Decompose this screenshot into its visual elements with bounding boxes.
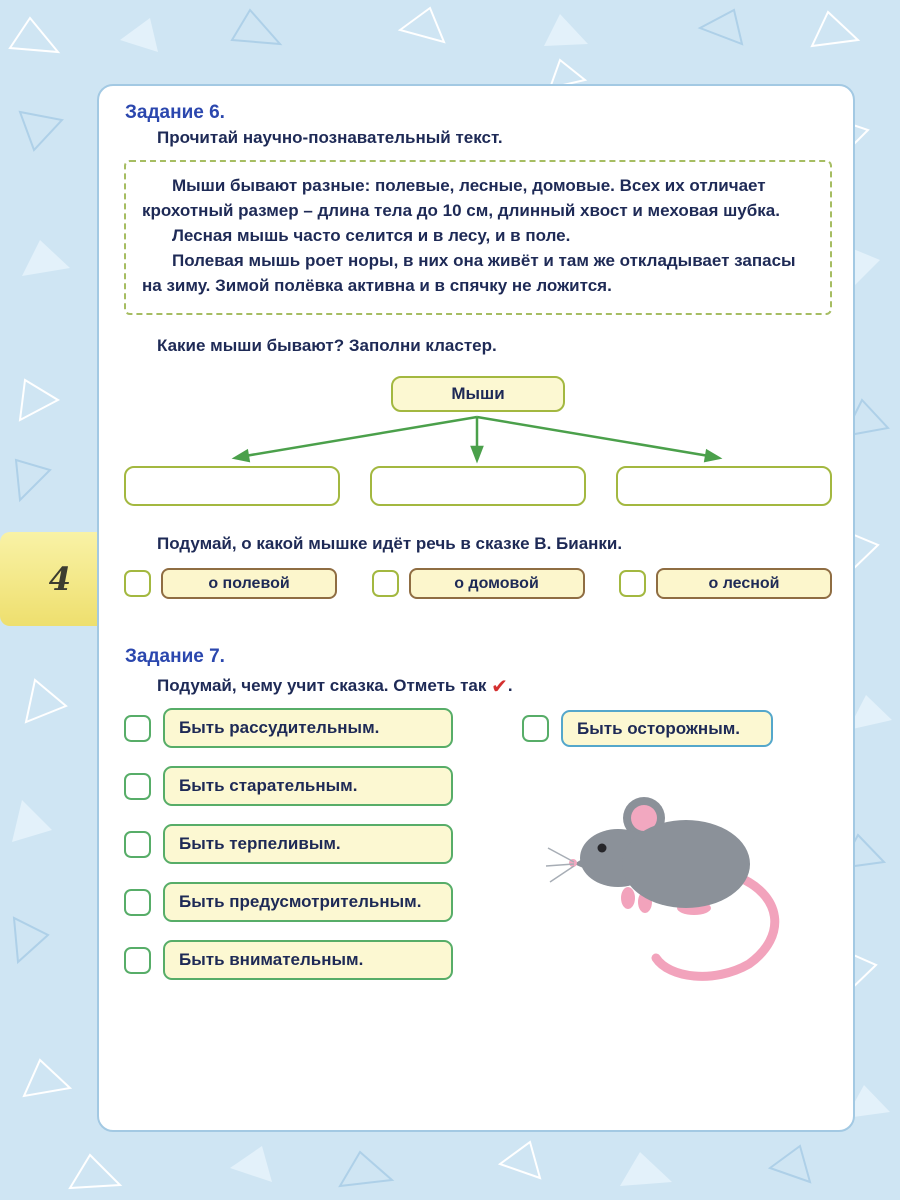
reading-paragraph: Мыши бывают разные: полевые, лесные, домовые. Всех их отличает крохотный размер – длина тела до 10 см, длинный хвост и меховая шубка. [142, 176, 780, 220]
reading-paragraph: Полевая мышь роет норы, в них она живёт и там же откладывает запасы на зиму. Зимой полёвка активна и в спячку не ложится. [142, 250, 796, 295]
cluster-root-box: Мыши [391, 376, 565, 412]
mouse-front-paw [621, 887, 635, 909]
checkbox-predusmotritelnym[interactable] [124, 889, 151, 916]
option-label-vnimatelnym: Быть внимательным. [163, 940, 453, 980]
task7-title: Задание 7. [125, 646, 225, 667]
checkbox-vnimatelnym[interactable] [124, 947, 151, 974]
red-check-icon: ✔ [491, 676, 508, 698]
cluster-arrows [123, 414, 834, 464]
option-label-o-domovoy: о домовой [409, 568, 585, 599]
mouse-eye [598, 844, 607, 853]
mouse-illustration [544, 786, 824, 986]
checkbox-terpelivym[interactable] [124, 831, 151, 858]
task6-option-polevoy [124, 568, 337, 599]
option-label-o-lesnoy: о лесной [656, 568, 832, 599]
reading-text-box [124, 160, 832, 315]
task6-option-lesnoy [619, 568, 832, 599]
reading-paragraph: Лесная мышь часто селится и в лесу, и в поле. [172, 225, 571, 245]
task7-instruction [157, 674, 513, 699]
page-number-tab [0, 532, 99, 626]
task7-instruction-period: . [507, 676, 513, 695]
checkbox-ostorozhnym[interactable] [522, 715, 549, 742]
worksheet-card [97, 84, 855, 1132]
mouse-whiskers [546, 848, 574, 882]
task6-think-question: Подумай, о какой мышке идёт речь в сказке В. Бианки. [157, 534, 623, 553]
checkbox-staratelnym[interactable] [124, 773, 151, 800]
task7-option-row [124, 766, 453, 806]
task7-options-left [124, 708, 453, 980]
task7-option-row [124, 940, 453, 980]
task7-option-right [522, 710, 773, 747]
checkbox-o-domovoy[interactable] [372, 570, 399, 597]
task7-option-row [124, 824, 453, 864]
task7-option-row [124, 708, 453, 748]
mouse-body [622, 820, 750, 908]
cluster-answer-box-2[interactable] [370, 466, 586, 506]
page-number: 4 [48, 560, 71, 598]
cluster-question: Какие мыши бывают? Заполни кластер. [157, 336, 497, 355]
task6-title: Задание 6. [125, 102, 225, 123]
task7-option-row [124, 882, 453, 922]
checkbox-o-lesnoy[interactable] [619, 570, 646, 597]
task6-option-domovoy [372, 568, 585, 599]
task6-options-row [124, 568, 832, 599]
checkbox-rassuditelnym[interactable] [124, 715, 151, 742]
cluster-answer-box-3[interactable] [616, 466, 832, 506]
option-label-ostorozhnym: Быть осторожным. [561, 710, 773, 747]
task7-instruction-text: Подумай, чему учит сказка. Отметь так [157, 676, 492, 695]
option-label-rassuditelnym: Быть рассудительным. [163, 708, 453, 748]
option-label-staratelnym: Быть старательным. [163, 766, 453, 806]
option-label-o-polevoy: о полевой [161, 568, 337, 599]
task6-instruction: Прочитай научно-познавательный текст. [157, 128, 503, 147]
option-label-predusmotritelnym: Быть предусмотрительным. [163, 882, 453, 922]
option-label-terpelivym: Быть терпеливым. [163, 824, 453, 864]
cluster-answer-row [124, 466, 832, 506]
checkbox-o-polevoy[interactable] [124, 570, 151, 597]
cluster-answer-box-1[interactable] [124, 466, 340, 506]
